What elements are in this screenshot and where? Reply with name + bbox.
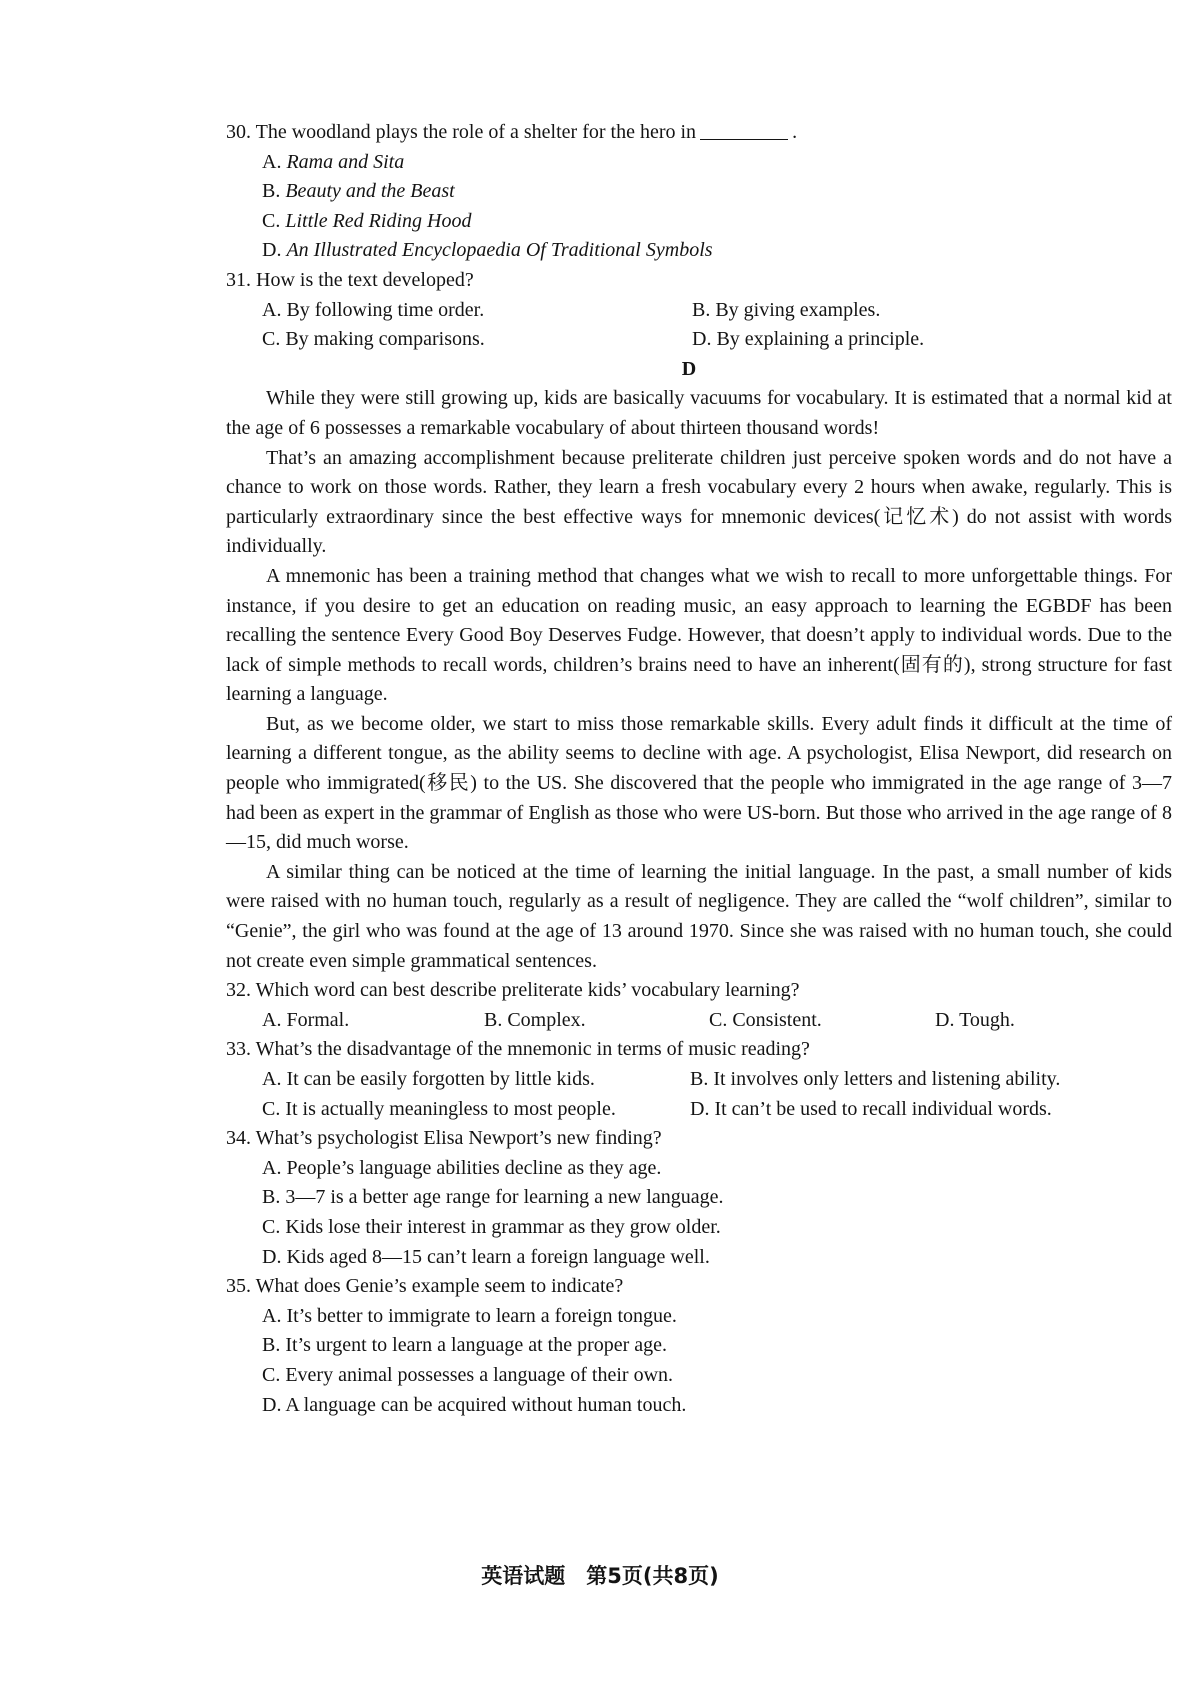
question-33-option-a: A. It can be easily forgotten by little kids. [262,1068,595,1090]
question-30-stem: 30. The woodland plays the role of a shelter for the hero in [226,121,697,143]
question-32-option-c: C. Consistent. [709,1008,822,1031]
question-35-stem: 35. What does Genie’s example seem to indicate? [226,1275,624,1298]
passage-paragraph: While they were still growing up, kids are basically vacuums for vocabulary. It is estimated that a normal kid at the age of 6 possesses a remarkable vocabulary of about thirteen thousand words! [226,387,1172,439]
question-30-option-c: C. Little Red Riding Hood [262,209,472,232]
question-34-stem: 34. What’s psychologist Elisa Newport’s new finding? [226,1127,662,1150]
question-35-option-b: B. It’s urgent to learn a language at the proper age. [262,1334,668,1357]
question-30: 30. The woodland plays the role of a shelter for the hero in . [226,121,798,143]
question-31-stem: 31. How is the text developed? [226,268,474,291]
question-33-option-b: B. It involves only letters and listening ability. [690,1068,1061,1090]
question-30-option-b: B. Beauty and the Beast [262,180,455,203]
question-32-option-d: D. Tough. [935,1008,1015,1031]
question-32-options [226,1006,1172,1036]
question-34-option-d: D. Kids aged 8—15 can’t learn a foreign language well. [262,1245,710,1268]
page-content [226,118,1172,1420]
question-35-option-d: D. A language can be acquired without human touch. [262,1393,687,1416]
passage-paragraph: A similar thing can be noticed at the time of learning the initial language. In the past, a small number of kids were raised with no human touch, regularly as a result of negligence. They are called the “wolf children”, similar to “Genie”, the girl who was found at the age of 13 around 1970. Since she was raised with no human touch, she could not create even simple grammatical sentences. [226,860,1172,972]
question-35-option-c: C. Every animal possesses a language of their own. [262,1363,674,1386]
question-30-option-d: D. An Illustrated Encyclopaedia Of Traditional Symbols [262,239,713,262]
question-31-option-b: B. By giving examples. [692,298,881,321]
question-32-option-a: A. Formal. [262,1008,350,1031]
question-35-option-a: A. It’s better to immigrate to learn a foreign tongue. [262,1304,677,1327]
question-34-option-b: B. 3—7 is a better age range for learning a new language. [262,1186,724,1209]
question-30-option-a: A. Rama and Sita [262,150,405,173]
passage-paragraph: A mnemonic has been a training method that changes what we wish to recall to more unforgettable things. For instance, if you desire to get an education on reading music, an easy approach to learning the EGBDF has been recalling the sentence Every Good Boy Deserves Fudge. However, that doesn’t apply to individual words. Due to the lack of simple methods to recall words, children’s brains need to have an inherent(固有的), strong structure for fast learning a language. [226,564,1172,706]
answer-blank [700,139,788,140]
question-32-stem: 32. Which word can best describe preliterate kids’ vocabulary learning? [226,979,800,1002]
page-footer: 英语试题 第5页(共8页) [481,1564,719,1588]
question-33-option-d: D. It can’t be used to recall individual words. [690,1097,1052,1120]
question-34-option-a: A. People’s language abilities decline as they age. [262,1156,662,1179]
question-32-option-b: B. Complex. [484,1008,586,1031]
question-31-option-c: C. By making comparisons. [262,328,485,351]
question-34-option-c: C. Kids lose their interest in grammar as they grow older. [262,1215,721,1238]
question-33-option-c: C. It is actually meaningless to most people. [262,1097,616,1120]
section-heading-d: D [681,357,697,380]
question-33-options [226,1065,1172,1124]
passage-paragraph: But, as we become older, we start to miss those remarkable skills. Every adult finds it difficult at the time of learning a different tongue, as the ability seems to decline with age. A psychologist, Elisa Newport, did research on people who immigrated(移民) to the US. She discovered that the people who immigrated in the age range of 3—7 had been as expert in the grammar of English as those who were US-born. But those who arrived in the age range of 8—15, did much worse. [226,712,1172,854]
passage-paragraph: That’s an amazing accomplishment because preliterate children just perceive spoken words and do not have a chance to work on those words. Rather, they learn a fresh vocabulary every 2 hours when awake, regularly. This is particularly extraordinary since the best effective ways for mnemonic devices(记忆术) do not assist with words individually. [226,446,1172,558]
question-31-option-a: A. By following time order. [262,298,485,321]
question-33-stem: 33. What’s the disadvantage of the mnemonic in terms of music reading? [226,1038,810,1061]
question-31-options [226,296,1172,355]
question-31-option-d: D. By explaining a principle. [692,328,925,351]
